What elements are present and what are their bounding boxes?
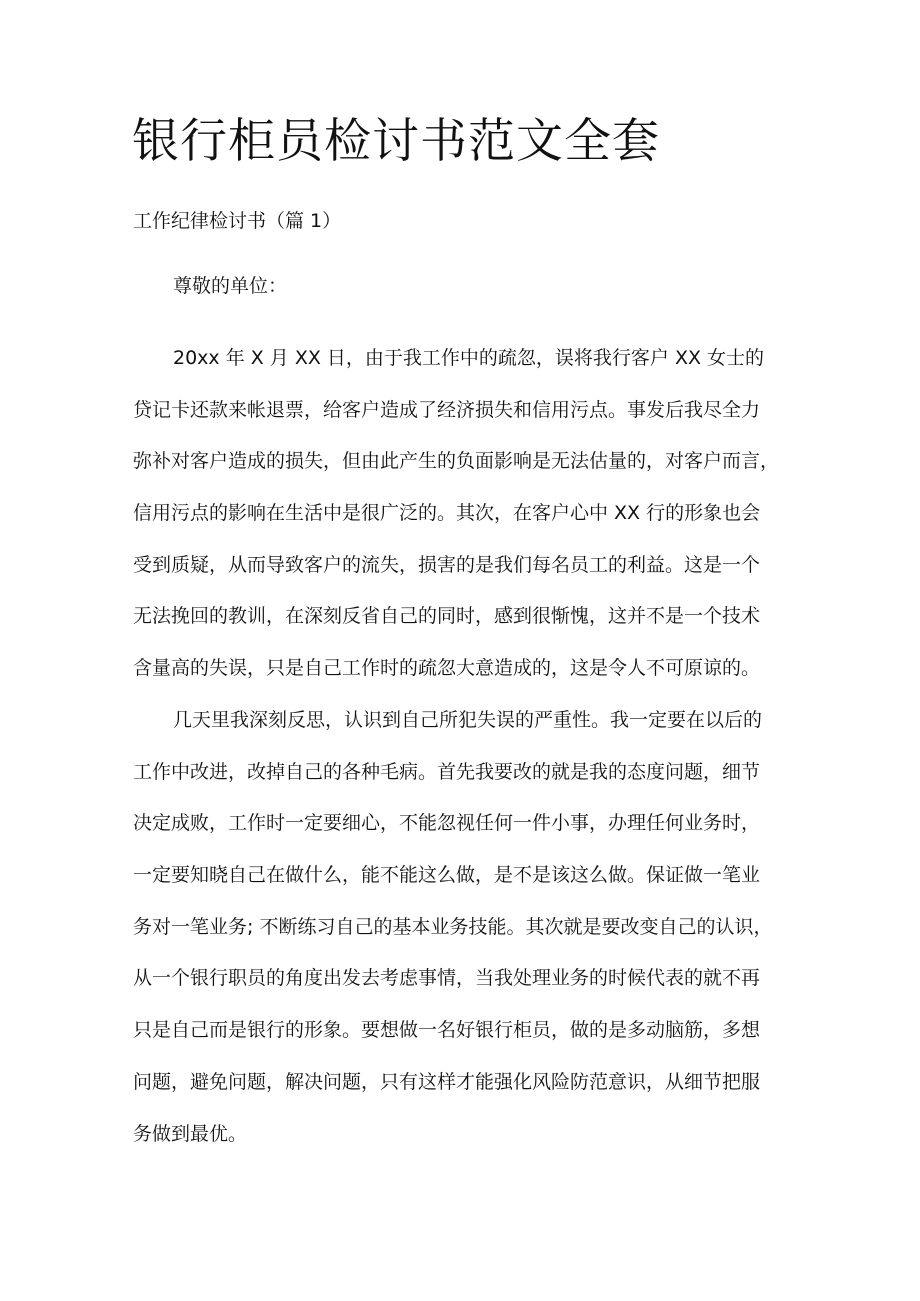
body-paragraph-1 [133,340,813,702]
paragraph-line: 务做到最优。 [133,1122,248,1145]
paragraph-line: 工作中改进，改掉自己的各种毛病。首先我要改的就是我的态度问题，细节 [133,760,761,783]
section-heading: 工作纪律检讨书（篇 1） [133,210,342,232]
salutation: 尊敬的单位： [173,275,288,297]
paragraph-line: 含量高的失误，只是自己工作时的疏忽大意造成的，这是令人不可原谅的。 [133,657,761,680]
paragraph-line: 无法挽回的教训，在深刻反省自己的同时，感到很惭愧，这并不是一个技术 [133,605,761,628]
paragraph-line: 弥补对客户造成的损失，但由此产生的负面影响是无法估量的，对客户而言， [133,450,780,473]
paragraph-line: 从一个银行职员的角度出发去考虑事情，当我处理业务的时候代表的就不再 [133,967,761,990]
paragraph-line: 一定要知晓自己在做什么，能不能这么做，是不是该这么做。保证做一笔业 [133,864,761,887]
paragraph-line: 贷记卡还款来帐退票，给客户造成了经济损失和信用污点。事发后我尽全力 [133,398,761,421]
body-paragraph-2 [133,702,813,1167]
paragraph-line: 只是自己而是银行的形象。要想做一名好银行柜员，做的是多动脑筋，多想 [133,1019,761,1042]
paragraph-line: 决定成败，工作时一定要细心，不能忽视任何一件小事，办理任何业务时， [133,812,761,835]
paragraph-line: 几天里我深刻反思，认识到自己所犯失误的严重性。我一定要在以后的 [173,709,763,731]
paragraph-line: 问题，避免问题，解决问题，只有这样才能强化风险防范意识，从细节把服 [133,1070,761,1093]
paragraph-line: 20xx 年 X 月 XX 日，由于我工作中的疏忽，误将我行客户 XX 女士的 [173,347,765,369]
document-title: 银行柜员检讨书范文全套 [132,114,660,169]
paragraph-line: 受到质疑，从而导致客户的流失，损害的是我们每名员工的利益。这是一个 [133,553,761,576]
paragraph-line: 务对一笔业务; 不断练习自己的基本业务技能。其次就是要改变自己的认识， [133,915,773,938]
paragraph-line: 信用污点的影响在生活中是很广泛的。其次，在客户心中 XX 行的形象也会 [133,502,761,525]
